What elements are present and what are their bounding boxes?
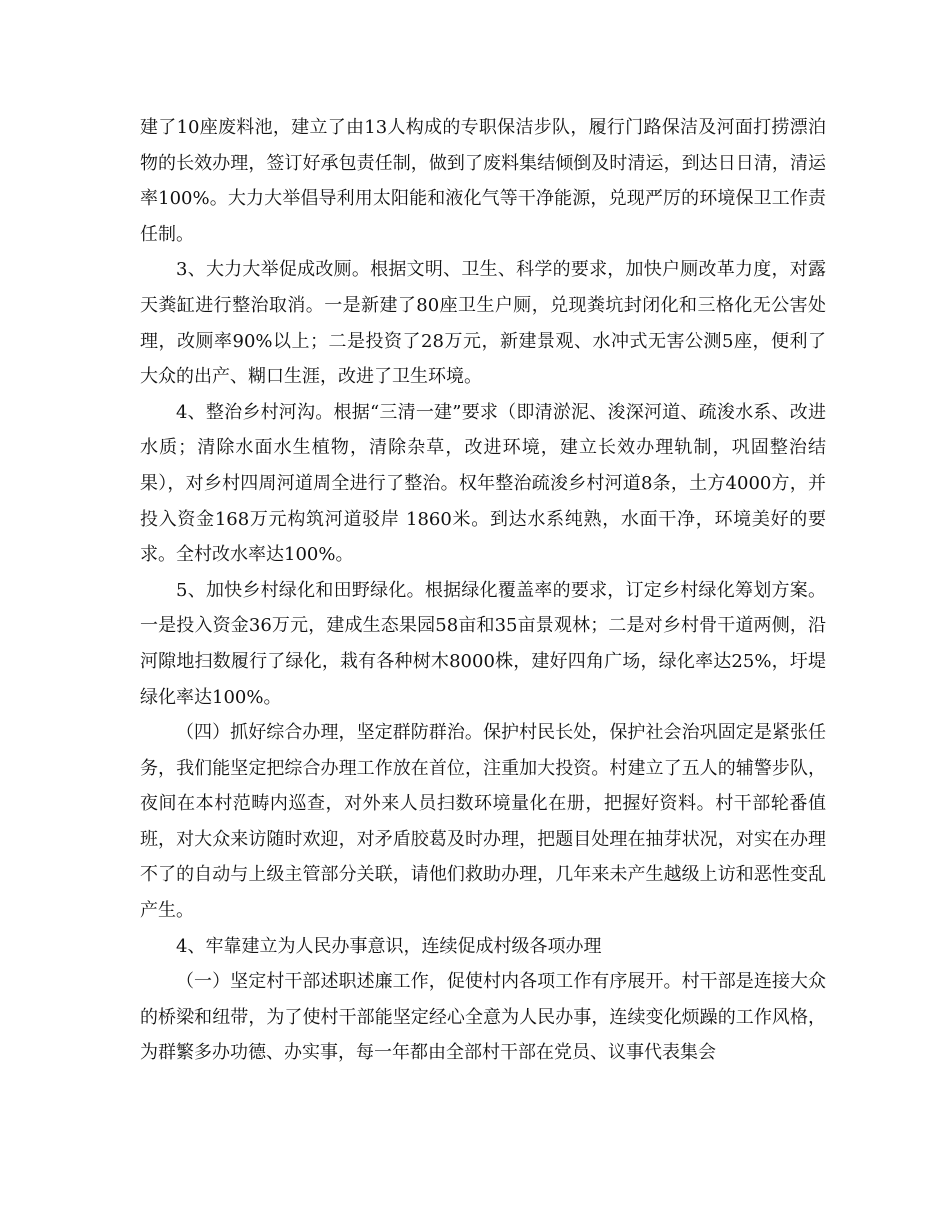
section-heading-service-awareness: 4、牢靠建立为人民办事意识，连续促成村级各项办理	[176, 935, 602, 957]
paragraph-river-management: 4、整治乡村河沟。根据“三清一建”要求（即清淤泥、浚深河道、疏浚水系、改进水质；清除水面水生植物，清除杂草，改进环境，建立长效办理轨制，巩固整治结果），对乡村四周河道周全进行了整治。权年整治疏浚乡村河道8条，土方4000方，并投入资金168万元构筑河道驳岸 1860米。到达水系纯熟，水面干净，环境美好的要求。全村改水率达100%。	[140, 401, 826, 566]
paragraph-greening: 5、加快乡村绿化和田野绿化。根据绿化覆盖率的要求，订定乡村绿化筹划方案。一是投入资金36万元，建成生态果园58亩和35亩景观林；二是对乡村骨干道两侧，沿河隙地扫数履行了绿化，栽有各种树木8000株，建好四角广场，绿化率达25%，圩堤绿化率达100%。	[140, 579, 826, 708]
paragraph-comprehensive-management: （四）抓好综合办理，坚定群防群治。保护村民长处，保护社会治巩固定是紧张任务，我们能坚定把综合办理工作放在首位，注重加大投资。村建立了五人的辅警步队，夜间在本村范畴内巡查，对外来人员扫数环境量化在册，把握好资料。村干部轮番值班，对大众来访随时欢迎，对矛盾胶葛及时办理，把题目处理在抽芽状况，对实在办理不了的自动与上级主管部分关联，请他们救助办理，几年来未产生越级上访和恶性变乱产生。	[140, 722, 826, 922]
paragraph-waste-collection: 建了10座废料池，建立了由13人构成的专职保洁步队，履行门路保洁及河面打捞漂泊物的长效办理，签订好承包责任制，做到了废料集结倾倒及时清运，到达日日清，清运率100%。大力大举倡导利用太阳能和液化气等干净能源，兑现严厉的环境保卫工作责任制。	[140, 117, 826, 245]
document-body	[140, 110, 826, 1071]
paragraph-cadre-reporting: （一）坚定村干部述职述廉工作，促使村内各项工作有序展开。村干部是连接大众的桥梁和纽带，为了使村干部能坚定经心全意为人民办事，连续变化烦躁的工作风格，为群繁多办功德、办实事，每一年都由全部村干部在党员、议事代表集会	[140, 971, 826, 1064]
paragraph-toilet-renovation: 3、大力大举促成改厕。根据文明、卫生、科学的要求，加快户厕改革力度，对露天粪缸进行整治取消。一是新建了80座卫生户厕，兑现粪坑封闭化和三格化无公害处理，改厕率90%以上；二是投资了28万元，新建景观、水冲式无害公测5座，便利了大众的出产、糊口生涯，改进了卫生环境。	[140, 259, 826, 388]
